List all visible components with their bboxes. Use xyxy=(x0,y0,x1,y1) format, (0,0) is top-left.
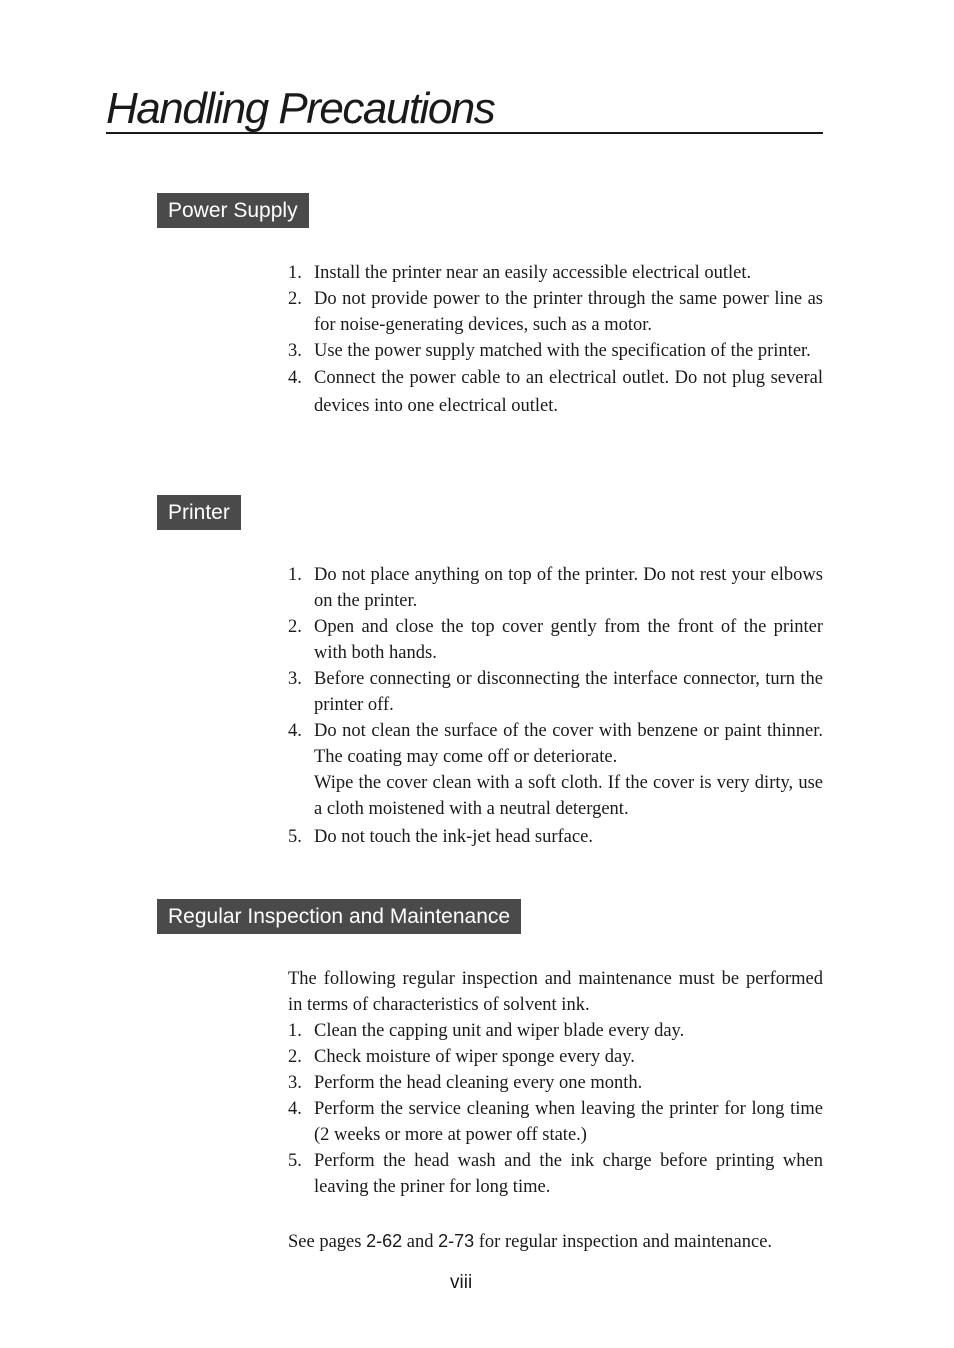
list-item xyxy=(288,614,823,666)
page-reference-link[interactable]: 2-73 xyxy=(438,1231,475,1251)
list-item xyxy=(288,338,823,364)
item-text: Use the power supply matched with the specification of the printer. xyxy=(314,341,811,361)
item-number: 1. xyxy=(288,1021,302,1041)
list-item xyxy=(288,1070,823,1096)
item-number: 1. xyxy=(288,263,302,283)
section-heading-power-supply: Power Supply xyxy=(157,193,309,228)
item-text-main: Do not clean the surface of the cover with benzene or paint thinner. The coating may come off or deteriorate. xyxy=(314,721,823,767)
item-text: Do not place anything on top of the printer. Do not rest your elbows on the printer. xyxy=(314,565,823,611)
section-heading-maintenance: Regular Inspection and Maintenance xyxy=(157,899,521,934)
item-number: 5. xyxy=(288,1151,302,1171)
item-number: 2. xyxy=(288,289,302,309)
list-item xyxy=(288,1018,823,1044)
item-number: 2. xyxy=(288,617,302,637)
item-text-extra: Wipe the cover clean with a soft cloth. If the cover is very dirty, use a cloth moistened with a neutral detergent. xyxy=(314,773,823,819)
section-heading-printer: Printer xyxy=(157,495,241,530)
list-item xyxy=(288,824,823,850)
item-text xyxy=(314,718,823,822)
item-number: 3. xyxy=(288,341,302,361)
reference-middle: and xyxy=(402,1232,439,1252)
list-item xyxy=(288,562,823,614)
maintenance-intro: The following regular inspection and maintenance must be performed in terms of characteristics of solvent ink. xyxy=(288,969,823,1015)
item-number: 1. xyxy=(288,565,302,585)
item-text: Do not touch the ink-jet head surface. xyxy=(314,827,593,847)
maintenance-section xyxy=(288,966,823,1255)
list-item xyxy=(288,1044,823,1070)
page-title: Handling Precautions xyxy=(106,84,823,134)
item-text: Before connecting or disconnecting the interface connector, turn the printer off. xyxy=(314,669,823,715)
item-text: Perform the head cleaning every one month. xyxy=(314,1073,643,1093)
spacer xyxy=(288,1200,823,1228)
item-number: 3. xyxy=(288,1073,302,1093)
item-text: Perform the service cleaning when leaving the printer for long time (2 weeks or more at power off state.) xyxy=(314,1099,823,1145)
page-reference-link[interactable]: 2-62 xyxy=(366,1231,403,1251)
item-text: Check moisture of wiper sponge every day. xyxy=(314,1047,635,1067)
list-item xyxy=(288,364,823,420)
maintenance-page-reference xyxy=(288,1228,823,1255)
item-text: Perform the head wash and the ink charge before printing when leaving the priner for long time. xyxy=(314,1151,823,1197)
reference-suffix: for regular inspection and maintenance. xyxy=(474,1232,773,1252)
list-item xyxy=(288,1096,823,1148)
list-item xyxy=(288,260,823,286)
item-number: 4. xyxy=(288,368,302,388)
printer-list xyxy=(288,562,823,850)
item-text: Clean the capping unit and wiper blade every day. xyxy=(314,1021,685,1041)
item-number: 3. xyxy=(288,669,302,689)
list-item xyxy=(288,666,823,718)
list-item xyxy=(288,1148,823,1200)
list-item xyxy=(288,286,823,338)
power-supply-list xyxy=(288,260,823,420)
page-number: viii xyxy=(450,1272,473,1293)
item-number: 4. xyxy=(288,721,302,741)
item-text: Connect the power cable to an electrical outlet. Do not plug several devices into one electrical outlet. xyxy=(314,368,823,416)
item-number: 5. xyxy=(288,827,302,847)
item-text: Open and close the top cover gently from the front of the printer with both hands. xyxy=(314,617,823,663)
item-number: 2. xyxy=(288,1047,302,1067)
list-item xyxy=(288,718,823,822)
item-number: 4. xyxy=(288,1099,302,1119)
item-text: Install the printer near an easily accessible electrical outlet. xyxy=(314,263,752,283)
item-text: Do not provide power to the printer through the same power line as for noise-generating devices, such as a motor. xyxy=(314,289,823,335)
reference-prefix: See pages xyxy=(288,1232,367,1252)
